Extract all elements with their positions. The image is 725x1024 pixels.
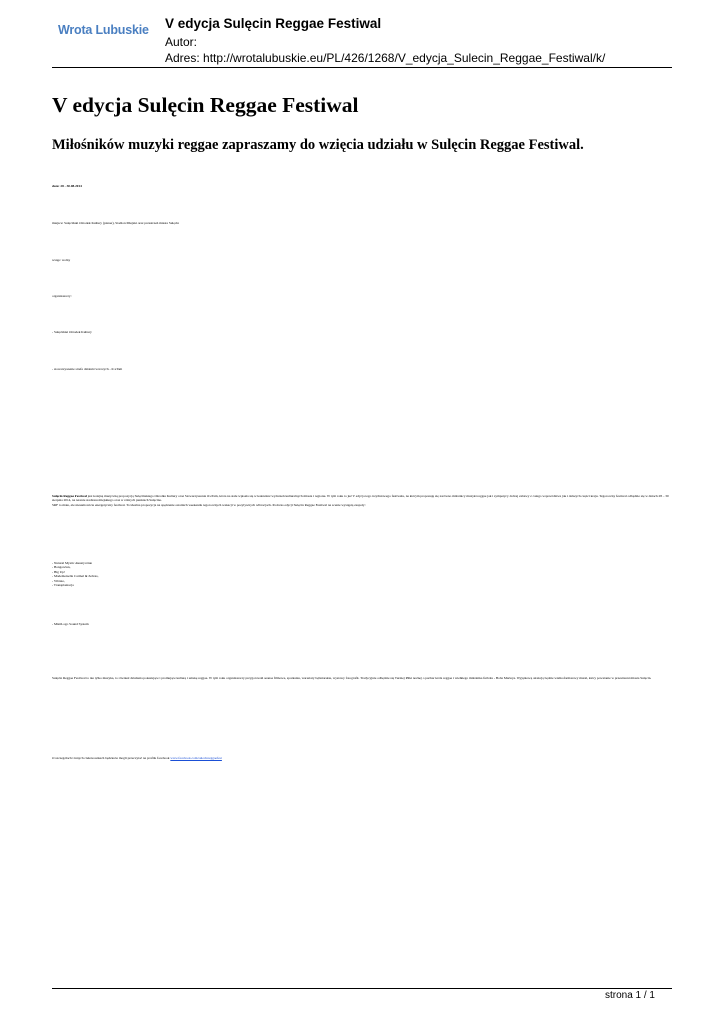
organizers-label: organizatorzy: <box>52 294 72 298</box>
event-place: miejsce: Sulęciński Ośrodek Kultury (plener), Stadion Miejski oraz przestrzeń miasta Sulęcin <box>52 221 180 225</box>
sound-system: - MistiLogo Sound System <box>52 622 89 626</box>
band-item: - Natural Mystic Akustycznie <box>52 561 93 565</box>
footer-divider <box>52 988 672 989</box>
description-text-2: SRF to małe, ale niesamowicie energetyczny festiwal. To idealna propozycja na spędzenie ostatnich weekendu tegorocznych wakacji w pozytywnych wibracjach. Podczas edycji Sulęcin Reggae Festiwal na scenie wystąpią zespoły: <box>52 502 366 507</box>
header-title: V edycja Sulęcin Reggae Festiwal <box>165 16 382 31</box>
bands-list <box>52 561 670 587</box>
organizer-item: - Sulęciński Ośrodek Kultury <box>52 330 92 334</box>
band-item: - Bongowian, <box>52 565 71 570</box>
more-info <box>52 756 222 760</box>
article-title: V edycja Sulęcin Reggae Festiwal <box>52 93 359 117</box>
header-address: Adres: http://wrotalubuskie.eu/PL/426/1268/V_edycja_Sulecin_Reggae_Festiwal/k/ <box>165 51 606 65</box>
band-item: - Vibrate, <box>52 578 65 583</box>
article-lead: Miłośników muzyki reggae zapraszamy do wzięcia udziału w Sulęcin Reggae Festiwal. <box>52 137 584 153</box>
header-divider <box>52 67 672 68</box>
description-paragraph <box>52 494 670 507</box>
header-author: Autor: <box>165 35 198 49</box>
facebook-link[interactable]: www.facebook.com/sulecinreggaefest <box>170 756 222 760</box>
event-entry: wstęp: wolny <box>52 258 71 262</box>
festival-name: Sulęcin Reggae Festiwal <box>52 494 87 498</box>
site-logo: Wrota Lubuskie <box>58 23 149 37</box>
event-date: data: 28 - 30.08.2014 <box>52 184 82 188</box>
band-item: - Mademoiselle Carmel & Zebras, <box>52 574 99 579</box>
organizer-item: - stowarzyszenie strefa działań twórczych - iCeTam <box>52 367 123 371</box>
band-item: - Transplantacja <box>52 583 74 588</box>
band-item: - Big Up! <box>52 569 65 574</box>
extra-paragraph: Sulęcin Reggae Festiwal to nie tylko muzyka, to również działania pokazujące i promujące kulturę i sztukę reggae. W tym roku organizatorzy przygotowali seanse filmowe, spotkania, warsztaty bębniarskie, wystawy fotografii. Tradycyjnie odbędzie się Turniej Piłki nożnej o puchar króla reggae i wielkiego miłośnika futbolu - Boba Marleya. Wyjątkową atrakcją będzie wielkoformatowy mural, który powstanie w przestrzeni miasta Sulęcin. <box>52 676 652 680</box>
more-info-text: O szczegółach i innych ciekawostkach będziecie mogli przeczytać na profilu facebook <box>52 756 171 760</box>
description-text: jest kolejną muzyczną propozycją Sulęcińskiego Ośrodka Kultury oraz Stowarzyszenia iCeTam, która na stałe wpisała się w kalendarz wydarzeń kulturalnych miasta i regionu. W tym roku to już V edycja tego trzydniowego festiwalu, na którym proponuję się zarówno miłośnicy muzyki reggae jak i sympatycy dobrej zabawy z całego województwa jak i dalszych części kraju. Tegoroczny festiwal odbędzie się w dniach 28 – 30 sierpnia 2014, na terenie stadionu miejskiego oraz w różnych punktach Sulęcina. <box>52 494 669 503</box>
page-number: strona 1 / 1 <box>604 990 655 1001</box>
